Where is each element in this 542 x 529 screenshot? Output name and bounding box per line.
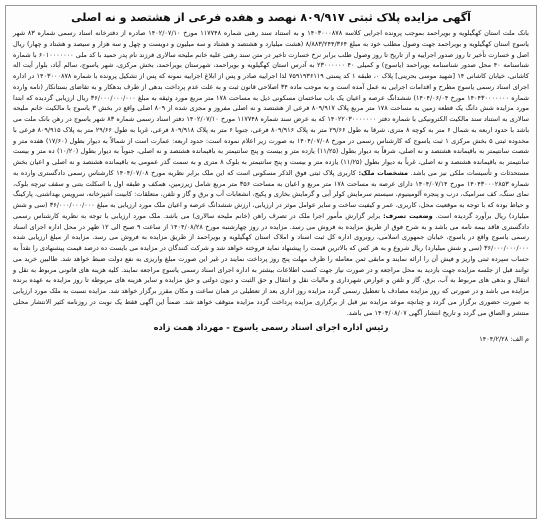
- notice-occupancy: برابر گزارش مأمور اجرا ملک در تصرف راهن (خانم ملیحه سالاری) می باشد. ملک مورد ارزیابی با توجه به نظریه کارشناس رسمی دادگستری فاقد بیمه نامه می باشد و به شرح فوق از طریق مزایده به فروش می رسد.: [13, 211, 529, 231]
- occupancy-label: وضعیت تصرف:: [383, 211, 433, 220]
- signature-line: رئیس اداره اجرای اسناد رسمی یاسوج - مهرداد همت زاده: [153, 322, 389, 333]
- notice-boundaries: حدود اربعه: عمارت است از شمالاً به دیوار بطول (۱۷/۶۰) هفده متر و شصت سانتیمتر به باقیمانده هشتصد و نه اصلی، شرقاً به دیوار بطول (۱۱/۲۵) یازده متر و بیست و پنج سانتیمتر به باقیمانده هشتصد و نه اصلی، جنوباً به دیوار بطول (۱۰/۲۰) ده متر و بیست سانتیمتر به باقیمانده هشتصد و نه اصلی، غرباً به دیوار بطول (۱۱/۲۵) یازده متر و بیست و پنج سانتیمتر به بلوک ۸ متری و به سمت گذر عمومی به باقیمانده هشتصد و نه اصلی و اعیان بخش مستحدثات و تأسیسات ملکی نیز می باشد.: [13, 136, 529, 177]
- auction-notice: [5, 5, 537, 519]
- notice-specs: کاربری پلاک ثبتی فوق الذکر مسکونی است که این ملک برابر نظریه مورخ ۱۴۰۴/۰۷/۰۸ کارشناس رسمی دادگستری وارده به شماره ۱۴۰۴۳۰۰۰۲۸۵۳ مورخ ۱۴۰۴/۰۷/۱۴ دارای عرصه به مساحت ۱۷۸ متر مربع و اعیان به مساحت ۳۵۶ متر مربع شامل زیرزمین، همکف و طبقه اول با اسکلت بتنی و سقف تیرچه بلوک، نمای سنگ، کف سرامیک، درب و پنجره آلومینیوم، سیستم سرمایش کولر آبی و گرمایش بخاری و پکیج، انشعابات آب و برق و گاز و تلفن، متعلقات: کابینت آشپزخانه، سرویس بهداشتی، پارکینگ و حیاط بوده که با توجه به موقعیت محل، کاربری، عمر و کیفیت ساخت و سایر عوامل موثر در ارزیابی، ارزش ششدانگ عرصه و اعیان ملک مورد ارزیابی به مبلغ ۳۶/۰۰۰/۰۰۰/۰۰۰ (سی و شش میلیارد) ریال برآورد گردیده است.: [13, 168, 529, 220]
- notice-body: [13, 28, 529, 318]
- notice-number: م الف: ۱۴۰۴/۲/۲۸: [479, 335, 529, 344]
- notice-intro: بانک ملت استان کهگیلویه و بویراحمد بموجب پرونده اجرایی کلاسه ۱۴۰۳۰۰۰۸۷۸ و به استناد سند رهنی شماره ۱۱۷۷۴۸ مورخ ۱۴۰۲/۰۷/۱۰ صادره از دفترخانه اسناد رسمی شماره ۸۳ شهر یاسوج استان کهگیلویه و بویراحمد جهت وصول مطلب خود به مبلغ ۸/۸۸۳/۲۴۴/۳۶۴ (هشت میلیارد و هشتصد و هشتاد و سه میلیون و دویست و چهل و سه هزار و سیصد و هشتاد و چهار) ریال اصل و خسارت تأخیر تا روز صدور اجراییه و از تاریخ تا روز وصول طلب برابر نرخ خسارت تاخیر در متن سند رهنی علیه خانم ملیحه سالاری فرزند نام پدر حمید با کد ملی ۶۰۱۰۰۰۰۰۰۰ با شماره شناسنامه ۴۰ محل صدور شناسنامه بویراحمد (یاسوج) و کمیلی ۴۰ ۲۳۰۰۰۰۰۰ به آدرس استان کهگیلویه و بویراحمد، شهرستان بویراحمد، بخش مرکزی، شهر یاسوج، سالم آباد، بلوار آیت اله کاشانی، خیابان کاشانی ۱۴ [شهید موسی بحرینی] پلاک ۰، طبقه ۱ کد پستی ۷۵۹۱۹۳۶۱۱۹ لذا اجراییه صادر و پس از ابلاغ اجراییه نمونه که پس از تشکیل پرونده با شماره ۱۴۰۳۰۰۰۸۷۸ در اداره اجرای اسناد رسمی یاسوج مطرح و اقدامات اجرایی به عمل آمده است و به موجب ماده ۳۴ اصلاحی قانون ثبت و به علت عدم پرداخت بدهی از طرف بدهکار و به تقاضای بستانکار (نامه وارده شماره ۱۴۰۴۳۰۰۰۰۰۰۰ مورخ ۱۴۰۴/۰۶/۰۴) ششدانگ عرصه و اعیان یک باب ساختمان مسکونی ذیل به مساحت ۱۷۸ متر مربع مورد وثیقه به مبلغ ۳۶/۰۰۰/۰۰۰/۰۰۰ ریال ارزیابی گردیده که ابتدا مورد مزایده شش دانگ یک قطعه زمین به مساحت ۱۷۸ متر مربع پلاک ۸۰۹/۹۱۷ فرعی از هشتصد و نه اصلی مفروز و مجزی شده از ۸۰۹ اصلی واقع در بخش ۳ یاسوج با مالکیت خانم ملیحه سالاری به استناد سند مالکیت الکترونیکی با شماره دفتر ۱۴۰۲۲۰۳۰۰۰۰۰۰۰ که به عرض سند شماره ۱۱۷۷۴۸ مورخ ۱۴۰۲/۰۷/۱۰ دفتر اسناد رسمی شماره ۸۳ شهر یاسوج در رهن بانک ملت می باشد با حدود اربعه به شمال ۶ متر به کوچه ۸ متری، شرقا به طول ۲۹/۶۶ متر به پلاک ۸۰۹/۹۱۶ فرعی، جنوبا ۶ متر به پلاک ۸۰۹/۹۱۸ فرعی، غربا به طول ۲۹/۶۶ متر به پلاک ۸۰۹/۹۱۵ فرعی با محدوده ثبتی ۵ بخش مرکزی ۱ ثبت یاسوج که کارشناس رسمی در مورخ ۱۴۰۴/۰۷/۰۸ به صورت زیر اعلام نموده است:: [13, 29, 530, 145]
- notice-title: آگهی مزایده پلاک ثبتی ۸۰۹/۹۱۷ نهصد و هفده فرعی از هشتصد و نه اصلی: [71, 11, 471, 24]
- specs-label: مشخصات ملک:: [358, 168, 408, 177]
- notice-auction-terms: مزایده در روز چهارشنبه مورخ ۱۴۰۴/۰۸/۲۸ از ساعت ۹ صبح الی ۱۲ ظهر در محل اداره اجرای اسناد رسمی یاسوج واقع در یاسوج، خیابان جمهوری اسلامی، روبروی اداره کل ثبت اسناد و املاک استان کهگیلویه و بویراحمد از طریق مزایده به فروش می رسد. مزایده از مبلغ ارزیابی شده ۳۶/۰۰۰/۰۰۰/۰۰۰ (سی و شش میلیارد) ریال شروع و به هر کس که بالاترین قیمت را پیشنهاد نماید فروخته خواهد شد و شرکت کنندگان در مزایده می بایست ده درصد قیمت پیشنهادی را نقداً به حساب سپرده ثبتی واریز و فیش آن را ارائه نمایند و مابقی ثمن معامله را ظرف مهلت پنج روز پرداخت نمایند در غیر این صورت مبلغ واریزی به نفع دولت ضبط خواهد شد. طالبین خرید می توانند قبل از جلسه مزایده جهت بازدید به محل مراجعه و در صورت نیاز جهت کسب اطلاعات بیشتر به اداره اجرای اسناد رسمی یاسوج مراجعه نمایند. کلیه هزینه های قانونی مربوط به نقل و انتقال و بدهی های مربوط به آب، برق، گاز و تلفن و عوارض شهرداری و مالیات نقل و انتقال و حق الثبت و دیون دولتی و حق مزایده و سایر هزینه های مربوطه تا روز مزایده به عهده برنده مزایده می باشد و در صورتی که روز مزایده مصادف با تعطیل رسمی گردد مزایده روز اداری بعد از تعطیلی در همان ساعت و مکان مقرر برگزار خواهد شد. مزایده نسبت به ملک مورد ارزیابی به صورت حضوری برگزار می گردد و چنانچه موعد مزایده نیز قبل از برگزاری مزایده پرداخت گردد مزایده متوقف خواهد شد. ضمناً این آگهی فقط یک نوبت در روزنامه کثیر الانتشار محلی منتشر و الصاق می گردد و تاریخ انتشار آگهی ۱۴۰۴/۰۸/۰۷ می باشد.: [13, 222, 529, 317]
